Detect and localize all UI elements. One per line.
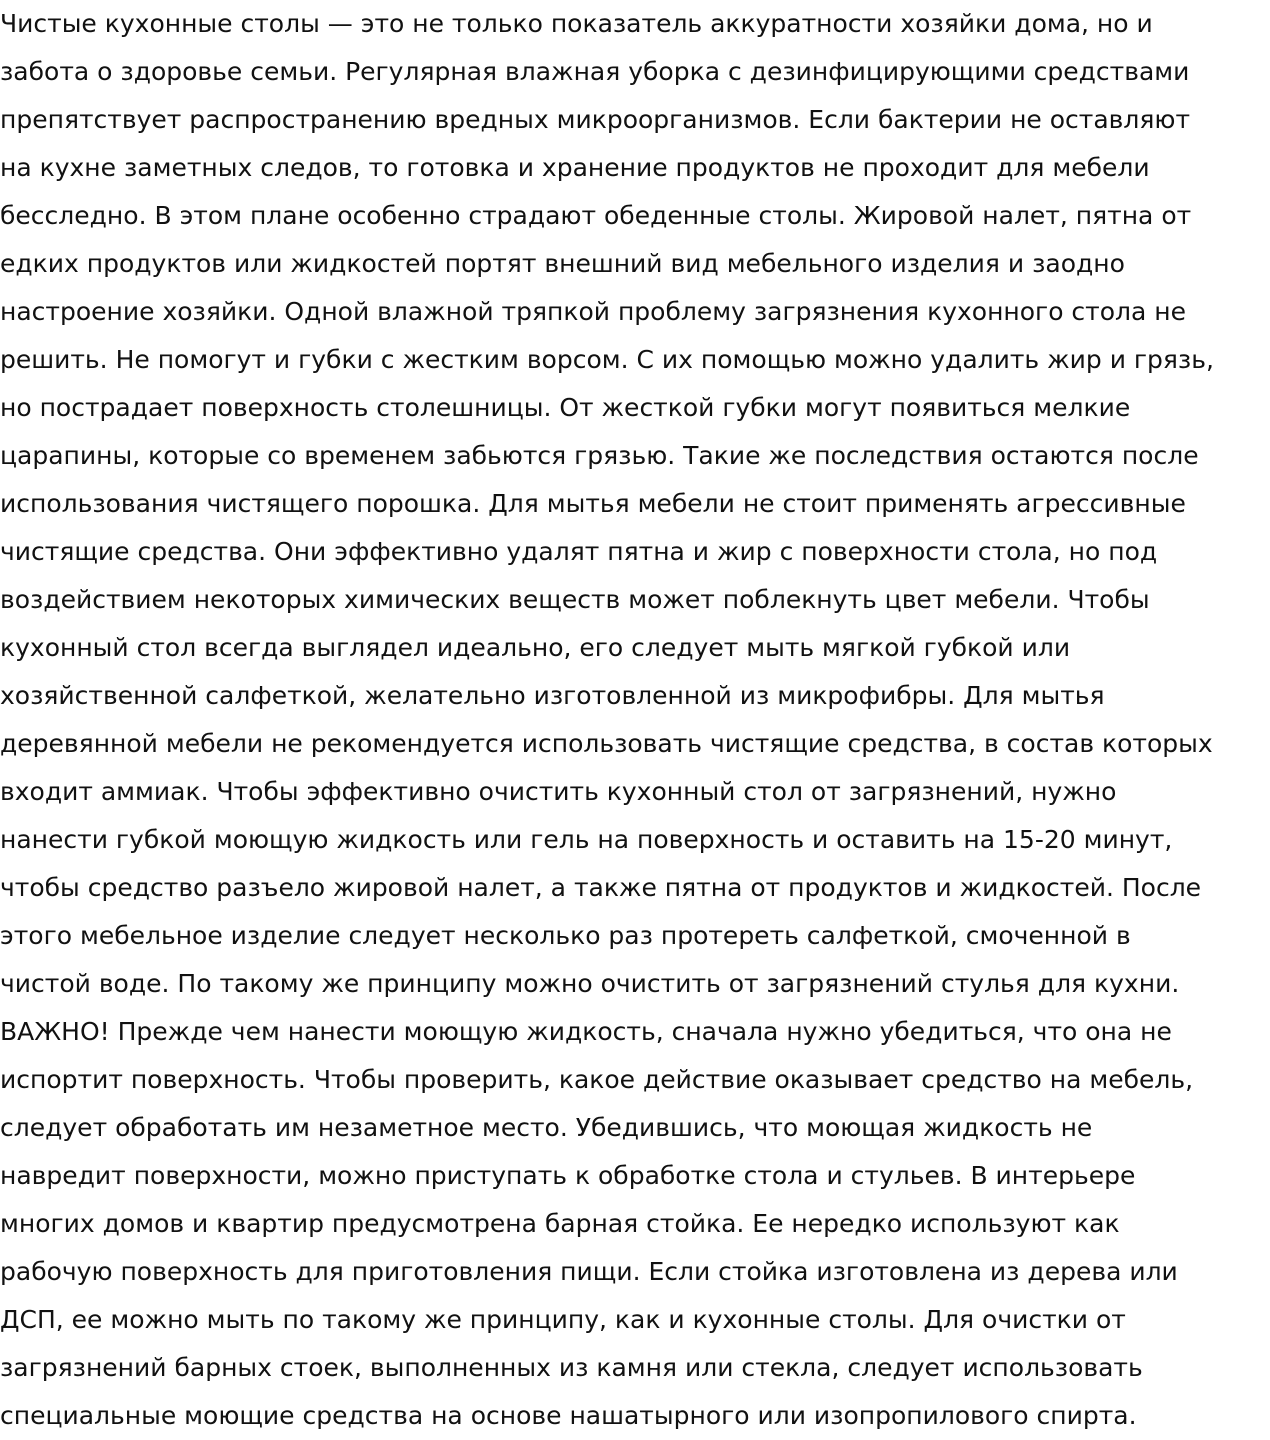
text-line: рабочую поверхность для приготовления пищи. Если стойка изготовлена из дерева или [0, 1257, 1178, 1286]
text-line: этого мебельное изделие следует несколько раз протереть салфеткой, смоченной в [0, 921, 1131, 950]
text-line: ДСП, ее можно мыть по такому же принципу, как и кухонные столы. Для очистки от [0, 1305, 1126, 1334]
text-line: входит аммиак. Чтобы эффективно очистить кухонный стол от загрязнений, нужно [0, 777, 1117, 806]
text-line: решить. Не помогут и губки с жестким ворсом. С их помощью можно удалить жир и грязь, [0, 345, 1214, 374]
text-line: на кухне заметных следов, то готовка и хранение продуктов не проходит для мебели [0, 153, 1150, 182]
text-line: царапины, которые со временем забьются грязью. Такие же последствия остаются после [0, 441, 1199, 470]
text-line: следует обработать им незаметное место. Убедившись, что моющая жидкость не [0, 1113, 1093, 1142]
text-line: навредит поверхности, можно приступать к обработке стола и стульев. В интерьере [0, 1161, 1136, 1190]
text-line: но пострадает поверхность столешницы. От жесткой губки могут появиться мелкие [0, 393, 1131, 422]
text-line: препятствует распространению вредных микроорганизмов. Если бактерии не оставляют [0, 105, 1191, 134]
text-line: деревянной мебели не рекомендуется использовать чистящие средства, в состав которых [0, 729, 1213, 758]
text-line: Чистые кухонные столы — это не только показатель аккуратности хозяйки дома, но и [0, 9, 1153, 38]
text-line: ВАЖНО! Прежде чем нанести моющую жидкость, сначала нужно убедиться, что она не [0, 1017, 1172, 1046]
text-line: испортит поверхность. Чтобы проверить, какое действие оказывает средство на мебель, [0, 1065, 1194, 1094]
text-line: едких продуктов или жидкостей портят внешний вид мебельного изделия и заодно [0, 249, 1125, 278]
text-line: загрязнений барных стоек, выполненных из камня или стекла, следует использовать [0, 1353, 1143, 1382]
text-line: чистой воде. По такому же принципу можно очистить от загрязнений стулья для кухни. [0, 969, 1180, 998]
text-line: хозяйственной салфеткой, желательно изготовленной из микрофибры. Для мытья [0, 681, 1105, 710]
text-line: настроение хозяйки. Одной влажной тряпкой проблему загрязнения кухонного стола не [0, 297, 1187, 326]
text-line: кухонный стол всегда выглядел идеально, его следует мыть мягкой губкой или [0, 633, 1071, 662]
text-line: чтобы средство разъело жировой налет, а также пятна от продуктов и жидкостей. После [0, 873, 1202, 902]
text-line: нанести губкой моющую жидкость или гель на поверхность и оставить на 15-20 минут, [0, 825, 1173, 854]
text-line: использования чистящего порошка. Для мытья мебели не стоит применять агрессивные [0, 489, 1186, 518]
text-line: воздействием некоторых химических веществ может поблекнуть цвет мебели. Чтобы [0, 585, 1150, 614]
text-line: забота о здоровье семьи. Регулярная влажная уборка с дезинфицирующими средствами [0, 57, 1190, 86]
text-line: многих домов и квартир предусмотрена барная стойка. Ее нередко используют как [0, 1209, 1120, 1238]
text-line: чистящие средства. Они эффективно удалят пятна и жир с поверхности стола, но под [0, 537, 1158, 566]
text-line: бесследно. В этом плане особенно страдают обеденные столы. Жировой налет, пятна от [0, 201, 1192, 230]
text-line: специальные моющие средства на основе нашатырного или изопропилового спирта. [0, 1401, 1137, 1430]
